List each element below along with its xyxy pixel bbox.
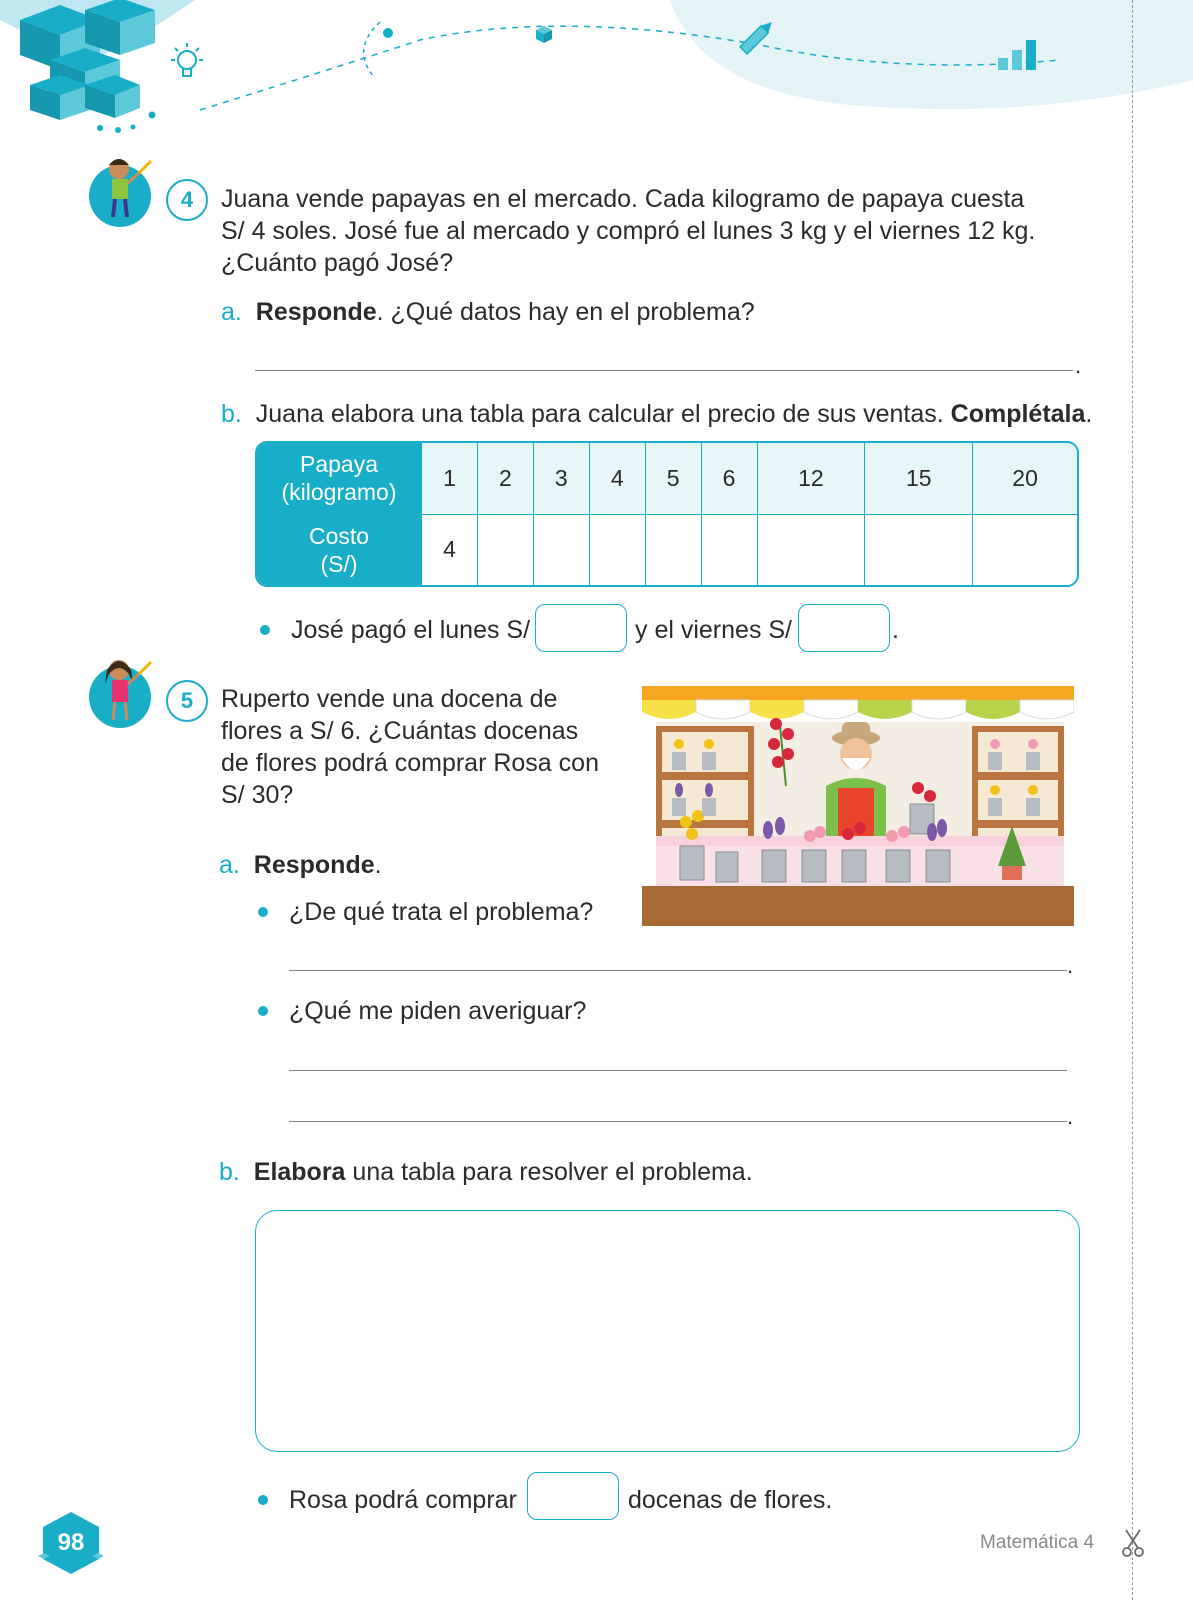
part-b-letter: b. <box>221 400 242 428</box>
problem-5-part-a <box>219 849 382 881</box>
dozens-answer-box[interactable] <box>527 1472 619 1520</box>
kilo-cell: 4 <box>590 443 646 515</box>
problem-5-part-b <box>219 1156 753 1188</box>
kilo-cell: 2 <box>478 443 534 515</box>
bullet-period: . <box>892 616 899 644</box>
bullet-dot <box>258 1495 268 1505</box>
part-b-text: una tabla para resolver el problema. <box>345 1158 753 1186</box>
kilo-cell: 1 <box>422 443 478 515</box>
kilo-cell: 6 <box>702 443 758 515</box>
line-period: . <box>1067 1104 1074 1129</box>
boy-avatar <box>89 165 151 227</box>
kilo-cell: 12 <box>758 443 866 515</box>
part-b-instruction: Elabora <box>253 1158 346 1186</box>
page-number: 98 <box>57 1529 85 1556</box>
kilo-cell: 20 <box>973 443 1077 515</box>
monday-answer-box[interactable] <box>535 604 627 652</box>
problem-4-line-3: ¿Cuánto pagó José? <box>221 249 454 277</box>
book-title: Matemática 4 <box>980 1532 1095 1553</box>
flower-stall-illustration <box>642 686 1074 926</box>
cut-line <box>1132 0 1133 1600</box>
part-a-instruction: Responde <box>255 298 377 326</box>
table-row <box>257 515 1077 585</box>
rosa-can-buy-text: Rosa podrá comprar <box>289 1486 517 1514</box>
papaya-header-line-1: Papaya <box>299 451 378 478</box>
problem-4-line-2: S/ 4 soles. José fue al mercado y compró el lunes 3 kg y el viernes 12 kg. <box>221 217 1036 245</box>
cost-cell-input[interactable] <box>702 515 758 585</box>
papaya-table <box>255 441 1079 587</box>
kilo-cell: 3 <box>534 443 590 515</box>
problem-5-line-2: flores a S/ 6. ¿Cuántas docenas <box>221 717 579 745</box>
part-a-end: . <box>374 851 382 879</box>
dozens-of-flowers-text: docenas de flores. <box>628 1486 833 1514</box>
problem-5-line-4: S/ 30? <box>221 781 294 809</box>
cost-cell-input[interactable] <box>478 515 534 585</box>
problem-5-number: 5 <box>166 680 208 722</box>
line-period: . <box>1075 353 1082 378</box>
jose-paid-monday-text: José pagó el lunes S/ <box>291 616 531 644</box>
bullet-what-about: ¿De qué trata el problema? <box>289 898 594 926</box>
scissors-icon <box>1120 1528 1146 1558</box>
answer-line[interactable] <box>255 370 1073 371</box>
problem-4-part-b <box>221 398 1092 430</box>
page-number-badge <box>38 1510 104 1576</box>
friday-answer-box[interactable] <box>798 604 890 652</box>
bullet-dot <box>258 1006 268 1016</box>
cube-icon <box>534 24 554 44</box>
papaya-header-line-2: (kilogramo) <box>281 479 397 506</box>
bullet-dot <box>258 907 268 917</box>
table-row <box>257 443 1077 515</box>
part-a-letter: a. <box>221 298 242 326</box>
lightbulb-icon <box>165 40 211 86</box>
part-b-letter: b. <box>219 1158 240 1186</box>
cost-cell: 4 <box>422 515 478 585</box>
cost-header-line-2: (S/) <box>320 550 358 577</box>
problem-5-line-3: de flores podrá comprar Rosa con <box>221 749 599 777</box>
cost-cell-input[interactable] <box>534 515 590 585</box>
cost-cell-input[interactable] <box>865 515 973 585</box>
part-b-end: . <box>1085 400 1093 428</box>
part-b-instruction: Complétala <box>950 400 1086 428</box>
cost-header <box>257 515 422 585</box>
part-b-text: Juana elabora una tabla para calcular el precio de sus ventas. <box>255 400 951 428</box>
girl-avatar <box>89 666 151 728</box>
problem-5-line-1: Ruperto vende una docena de <box>221 685 558 713</box>
pencil-icon <box>734 14 780 60</box>
problem-4-part-a <box>221 296 755 328</box>
cost-cell-input[interactable] <box>973 515 1077 585</box>
part-a-question: . ¿Qué datos hay en el problema? <box>376 298 755 326</box>
bullet-dot <box>260 625 270 635</box>
table-drawing-area[interactable] <box>255 1210 1080 1452</box>
bullet-what-find: ¿Qué me piden averiguar? <box>289 997 587 1025</box>
cost-cell-input[interactable] <box>646 515 702 585</box>
problem-4-line-1: Juana vende papayas en el mercado. Cada kilogramo de papaya cuesta <box>221 185 1025 213</box>
papaya-header <box>257 443 422 515</box>
answer-line[interactable] <box>289 1121 1067 1122</box>
bar-chart-icon <box>996 36 1040 72</box>
cost-cell-input[interactable] <box>758 515 866 585</box>
cost-cell-input[interactable] <box>590 515 646 585</box>
jose-paid-friday-text: y el viernes S/ <box>635 616 793 644</box>
part-a-letter: a. <box>219 851 240 879</box>
answer-line[interactable] <box>289 970 1067 971</box>
cost-header-line-1: Costo <box>308 522 370 549</box>
answer-line[interactable] <box>289 1070 1067 1071</box>
part-a-instruction: Responde <box>253 851 375 879</box>
line-period: . <box>1067 953 1074 978</box>
kilo-cell: 5 <box>646 443 702 515</box>
problem-4-number: 4 <box>166 179 208 221</box>
kilo-cell: 15 <box>865 443 973 515</box>
